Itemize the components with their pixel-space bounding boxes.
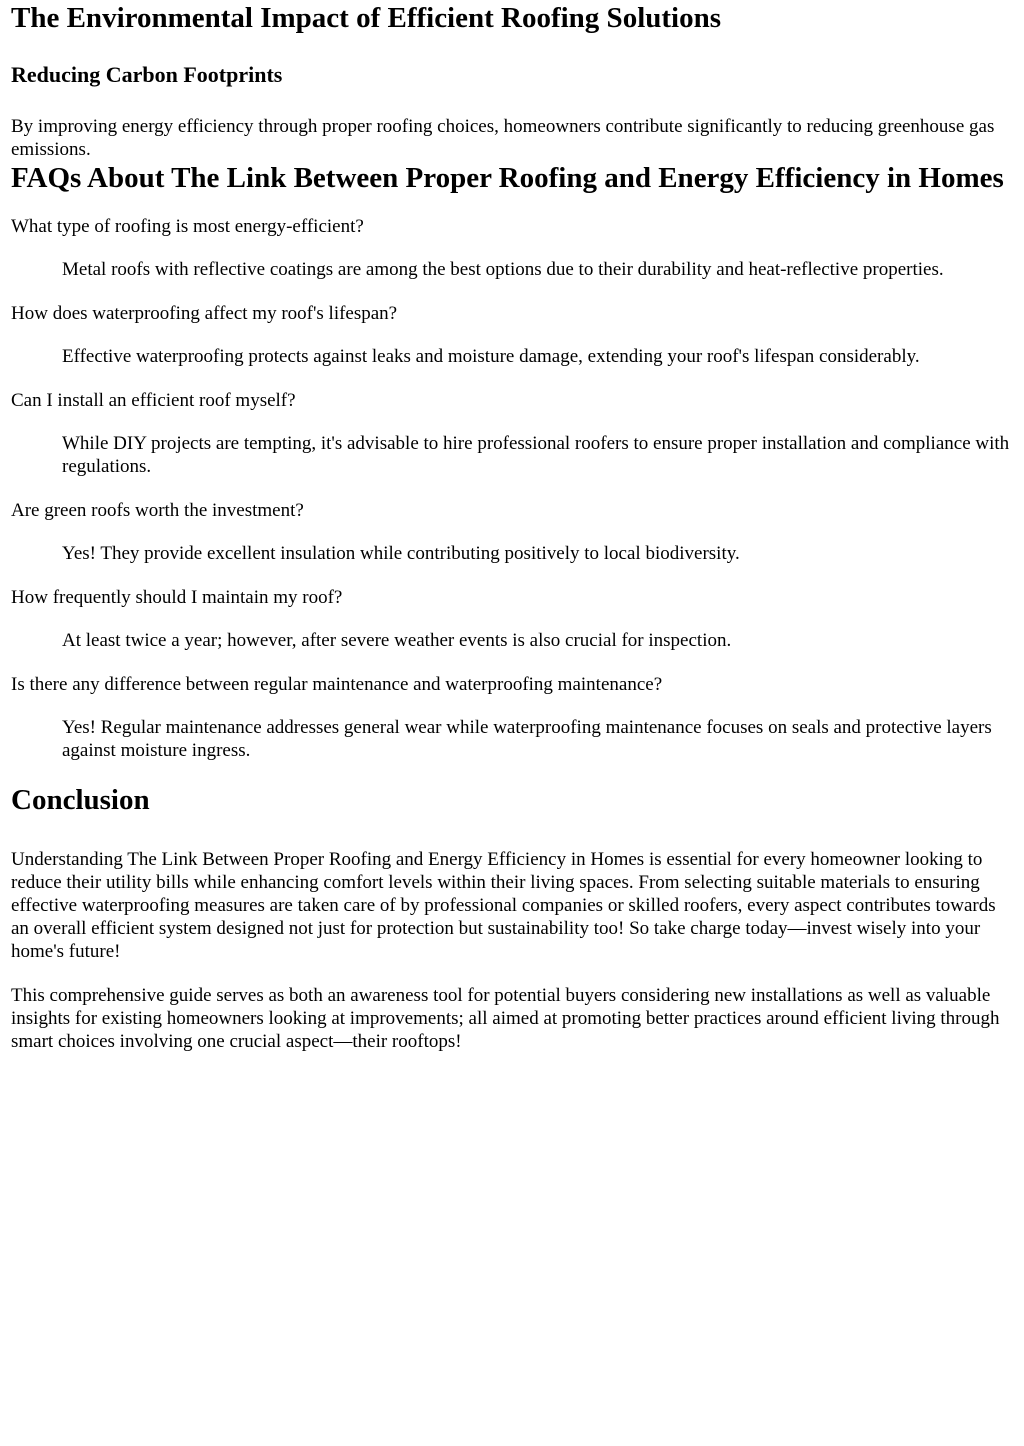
faq-question: Can I install an efficient roof myself? (11, 390, 296, 411)
faq-answer: At least twice a year; however, after severe weather events is also crucial for inspection. (62, 630, 732, 651)
faq-question: Is there any difference between regular maintenance and waterproofing maintenance? (11, 674, 663, 695)
conclusion-heading: Conclusion (11, 784, 150, 816)
faq-answer: Effective waterproofing protects against leaks and moisture damage, extending your roof's lifespan considerably. (62, 346, 920, 367)
faq-answer: Yes! They provide excellent insulation while contributing positively to local biodiversity. (62, 543, 740, 564)
faq-question: How frequently should I maintain my roof? (11, 587, 343, 608)
faq-answer: Yes! Regular maintenance addresses general wear while waterproofing maintenance focuses on seals and protective layers against moisture ingress. (62, 717, 992, 761)
faq-answer: While DIY projects are tempting, it's advisable to hire professional roofers to ensure proper installation and compliance with regulations. (62, 433, 1010, 477)
faq-question: How does waterproofing affect my roof's lifespan? (11, 303, 398, 324)
page-title: The Environmental Impact of Efficient Roofing Solutions (11, 2, 722, 34)
faq-heading: FAQs About The Link Between Proper Roofing and Energy Efficiency in Homes (11, 162, 1004, 194)
section-subheading: Reducing Carbon Footprints (11, 62, 283, 87)
conclusion-paragraph: Understanding The Link Between Proper Roofing and Energy Efficiency in Homes is essential for every homeowner looking to reduce their utility bills while enhancing comfort levels within their living spaces. From selecting suitable materials to ensuring effective waterproofing measures are taken care of by professional companies or skilled roofers, every aspect contributes towards an overall efficient system designed not just for protection but sustainability too! So take charge today—invest wisely into your home's future! (11, 849, 996, 962)
faq-question: Are green roofs worth the investment? (11, 500, 304, 521)
intro-paragraph: By improving energy efficiency through proper roofing choices, homeowners contribute significantly to reducing greenhouse gas emissions. (11, 116, 995, 160)
conclusion-paragraph: This comprehensive guide serves as both an awareness tool for potential buyers considering new installations as well as valuable insights for existing homeowners looking at improvements; all aimed at promoting better practices around efficient living through smart choices involving one crucial aspect—their rooftops! (11, 985, 1000, 1052)
faq-answer: Metal roofs with reflective coatings are among the best options due to their durability and heat-reflective properties. (62, 259, 944, 280)
faq-list (11, 215, 1013, 762)
faq-question: What type of roofing is most energy-efficient? (11, 216, 364, 237)
